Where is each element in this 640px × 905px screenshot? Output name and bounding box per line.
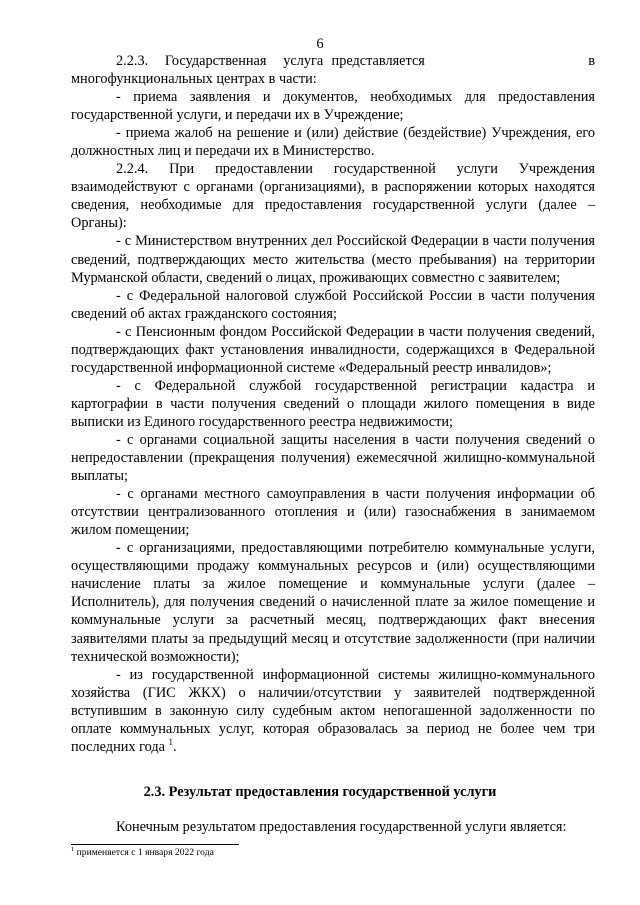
list-item-complaints-intake: - приема жалоб на решение и (или) действие (бездействие) Учреждения, его должностных лиц и передачи их в Министерство. — [71, 125, 595, 160]
footnote-reference[interactable]: 1 — [168, 737, 174, 748]
footnote-marker: 1 — [71, 845, 75, 853]
page-number: 6 — [316, 36, 324, 52]
list-item-application-intake: - приема заявления и документов, необходимых для предоставления государственной услуги, и передачи их в Учреждение; — [71, 89, 595, 124]
footnote-text: применяется с 1 января 2022 года — [74, 847, 214, 858]
footnote-divider — [71, 844, 239, 845]
list-item-cadastre-service: - с Федеральной службой государственной регистрации кадастра и картографии в части получения сведений о площади жилого помещения в виде выписки из Единого государственного реестра недвижимости; — [71, 377, 595, 430]
footnote — [71, 847, 595, 859]
gis-zhkh-text: - из государственной информационной системы жилищно-коммунального хозяйства (ГИС ЖКХ) о наличии/отсутствии у заявителей подтвержденной вступившим в законную силу судебным актом непогашенной задолженности по оплате коммунальных услуг, которая образовалась за период не более чем три последних года — [71, 666, 595, 755]
document-body — [71, 52, 595, 756]
paragraph-2-2-3: 2.2.3. Государственная услуга представляется в многофункциональных центрах в части: — [71, 53, 595, 88]
section-intro: Конечным результатом предоставления государственной услуги является: — [116, 819, 567, 835]
list-item-gis-zhkh: - из государственной информационной системы жилищно-коммунального хозяйства (ГИС ЖКХ) о наличии/отсутствии у заявителей подтвержденной вступившим в законную силу судебным актом непогашенной задолженности по оплате коммунальных услуг, которая образовалась за период не более чем три последних года $^1$. — [71, 666, 595, 755]
list-item-utility-providers: - с организациями, предоставляющими потребителю коммунальные услуги, осуществляющими продажу коммунальных ресурсов и (или) осуществляющими начисление платы за жилое помещение и коммунальные услуги (далее – Исполнитель), для получения сведений о начисленной плате за жилое помещение и коммунальные услуги за расчетный месяц, подтверждающих факт внесения заявителями платы за предыдущий месяц и отсутствие задолженности (при наличии технической возможности); — [71, 540, 595, 665]
list-item-interior-ministry: - с Министерством внутренних дел Российской Федерации в части получения сведений, подтверждающих место жительства (место пребывания) на территории Мурманской области, сведений о лицах, проживающих совместно с заявителем; — [71, 233, 595, 286]
section-heading-2-3: 2.3. Результат предоставления государственной услуги — [143, 784, 497, 800]
paragraph-2-2-4: 2.2.4. При предоставлении государственной услуги Учреждения взаимодействуют с органами (организациями), в распоряжении которых находятся сведения, необходимые для предоставления государственной услуги (далее – Органы): — [71, 161, 595, 232]
list-item-local-government: - с органами местного самоуправления в части получения информации об отсутствии централизованного отопления и (или) газоснабжения в занимаемом жилом помещении; — [71, 486, 595, 539]
list-item-social-protection: - с органами социальной защиты населения в части получения сведений о непредоставлении (прекращения получения) ежемесячной жилищно-коммунальной выплаты; — [71, 431, 595, 485]
list-item-pension-fund: - с Пенсионным фондом Российской Федерации в части получения сведений, подтверждающих факт установления инвалидности, содержащихся в Федеральной государственной информационной системе «Федеральный реестр инвалидов»; — [71, 323, 595, 376]
list-item-tax-service: - с Федеральной налоговой службой Российской России в части получения сведений об актах гражданского состояния; — [71, 287, 595, 322]
